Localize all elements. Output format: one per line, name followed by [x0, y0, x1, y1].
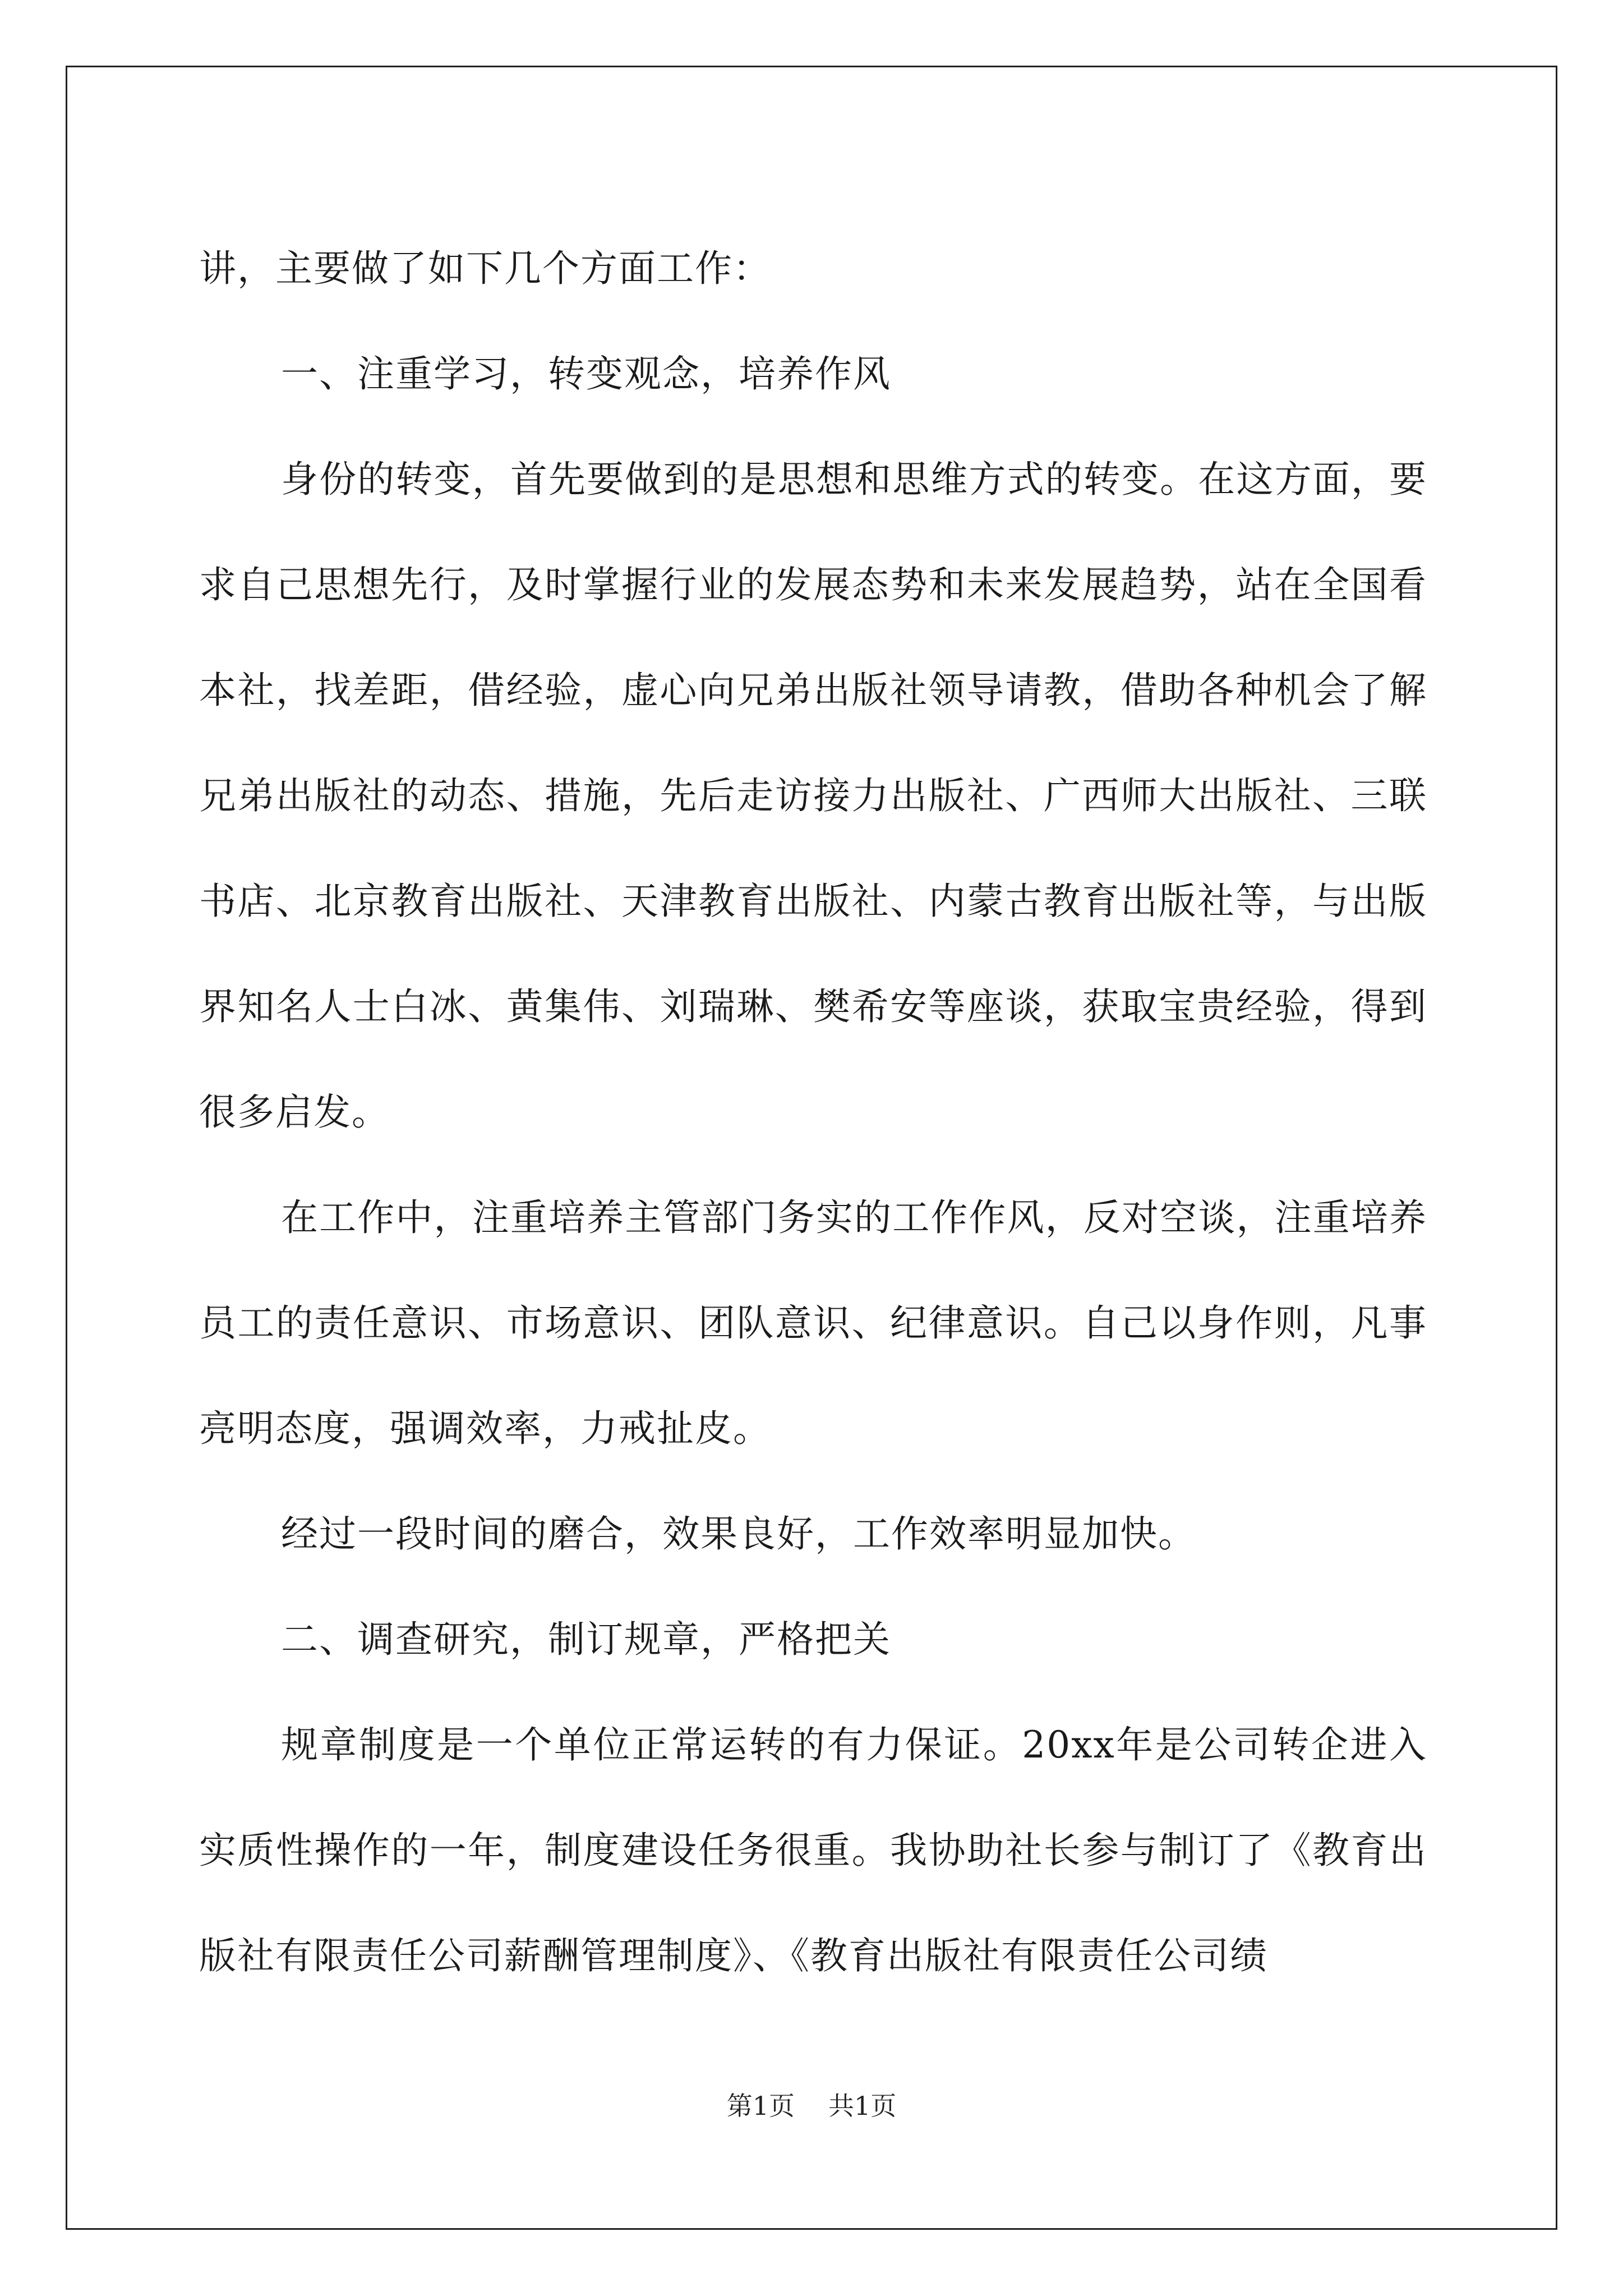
paragraph-3: 在工作中，注重培养主管部门务实的工作作风，反对空谈，注重培养员工的责任意识、市场意识、团队意识、纪律意识。自己以身作则，凡事亮明态度，强调效率，力戒扯皮。	[199, 1196, 1427, 1450]
page-number-current: 第1页	[726, 2091, 795, 2121]
section-heading-1: 一、注重学习，转变观念，培养作风	[281, 352, 891, 395]
page-number-total: 共1页	[828, 2091, 897, 2121]
section-heading-2: 二、调查研究，制订规章，严格把关	[281, 1618, 891, 1661]
paragraph-2: 身份的转变，首先要做到的是思想和思维方式的转变。在这方面，要求自己思想先行，及时掌握行业的发展态势和未来发展趋势，站在全国看本社，找差距，借经验，虚心向兄弟出版社领导请教，借助各种机会了解兄弟出版社的动态、措施，先后走访接力出版社、广西师大出版社、三联书店、北京教育出版社、天津教育出版社、内蒙古教育出版社等，与出版界知名人士白冰、黄集伟、刘瑞琳、樊希安等座谈，获取宝贵经验，得到很多启发。	[199, 458, 1427, 1134]
paragraph-4: 经过一段时间的磨合，效果良好，工作效率明显加快。	[281, 1512, 1196, 1556]
paragraph-5: 规章制度是一个单位正常运转的有力保证。20xx年是公司转企进入实质性操作的一年，制度建设任务很重。我协助社长参与制订了《教育出版社有限责任公司薪酬管理制度》、《教育出版社有限责任公司绩	[199, 1723, 1427, 1977]
page-footer	[0, 2089, 1623, 2123]
document-body	[199, 216, 1427, 2009]
paragraph-1: 讲，主要做了如下几个方面工作：	[199, 247, 771, 290]
